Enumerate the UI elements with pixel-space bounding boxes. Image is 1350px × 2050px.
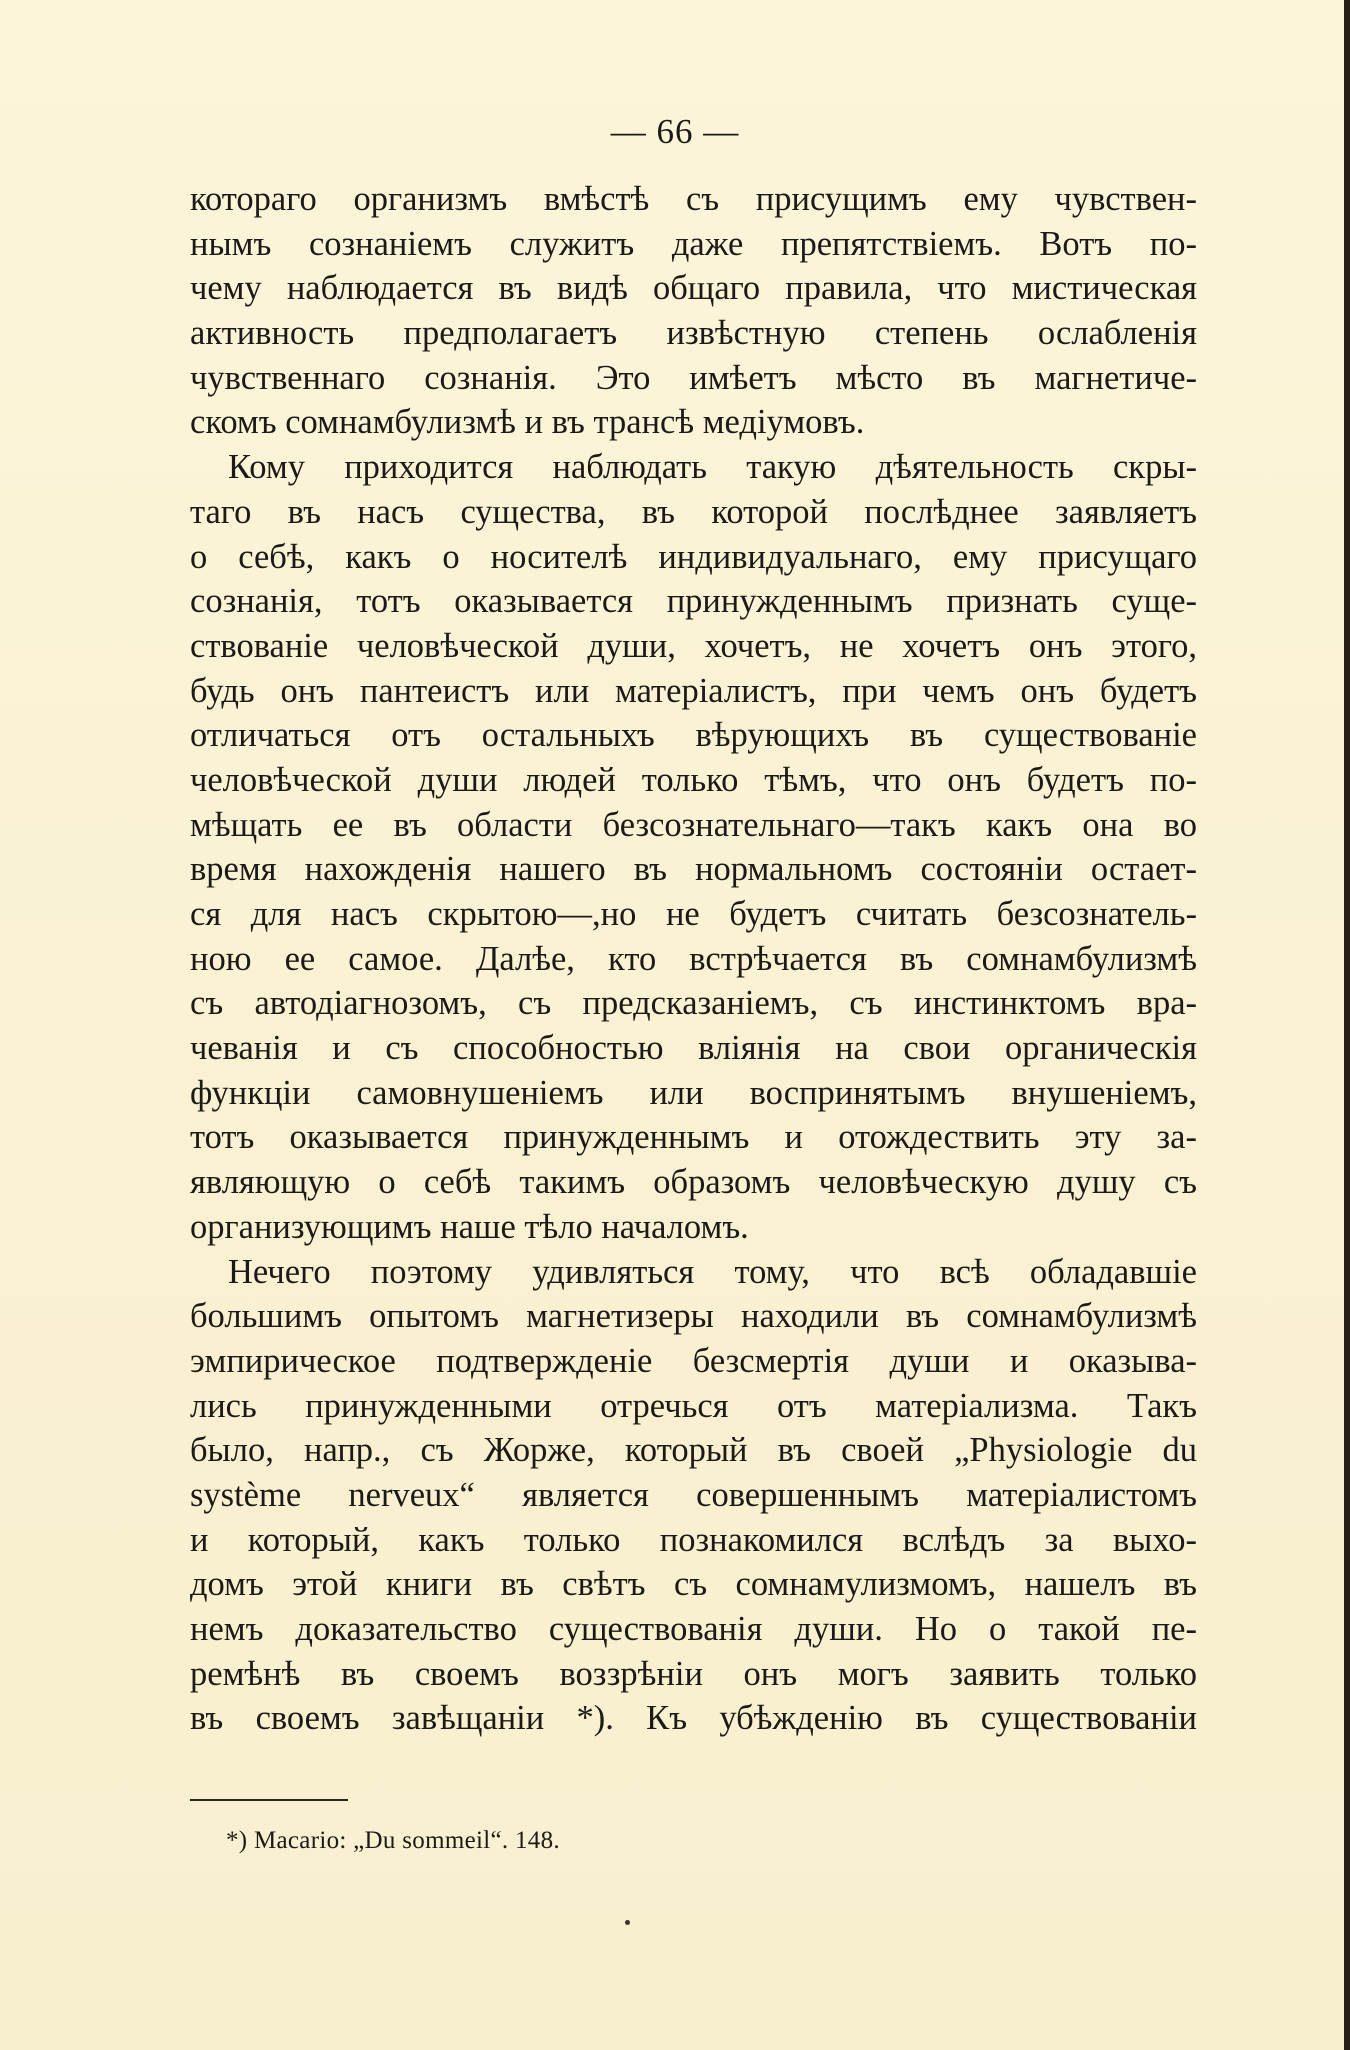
footnote-divider <box>190 1799 348 1801</box>
text-line: большимъ опытомъ магнетизеры находили въ сомнамбулизмѣ <box>190 1297 1197 1336</box>
footnote: *) Macario: „Du sommeil“. 148. <box>226 1827 560 1854</box>
text-line: о себѣ, какъ о носителѣ индивидуальнаго, ему присущаго <box>190 537 1197 576</box>
text-line: домъ этой книги въ свѣтъ съ сомнамулизмомъ, нашелъ въ <box>190 1565 1197 1604</box>
text-line: таго въ насъ существа, въ которой послѣднее заявляетъ <box>190 492 1197 531</box>
text-line: скомъ сомнамбулизмѣ и въ трансѣ медіумовъ. <box>190 403 865 442</box>
text-line: отличаться отъ остальныхъ вѣрующихъ въ существованіе <box>190 716 1197 755</box>
text-line: Нечего поэтому удивляться тому, что всѣ обладавшіе <box>228 1252 1197 1291</box>
text-line: ствованіе человѣческой души, хочетъ, не хочетъ онъ этого, <box>190 626 1197 665</box>
text-line: тотъ оказывается принужденнымъ и отождествить эту за- <box>190 1118 1197 1157</box>
text-line: съ автодіагнозомъ, съ предсказаніемъ, съ инстинктомъ вра- <box>190 984 1197 1023</box>
text-line: организующимъ наше тѣло началомъ. <box>190 1207 749 1246</box>
text-line: лись принужденными отречься отъ матеріализма. Такъ <box>190 1386 1197 1425</box>
text-line: ною ее самое. Далѣе, кто встрѣчается въ сомнамбулизмѣ <box>190 939 1197 978</box>
text-line: ремѣнѣ въ своемъ воззрѣніи онъ могъ заявить только <box>190 1654 1197 1693</box>
text-line: système nerveux“ является совершеннымъ матеріалистомъ <box>190 1475 1197 1514</box>
text-line: сознанія, тотъ оказывается принужденнымъ признать суще- <box>190 582 1197 621</box>
text-line: нымъ сознаніемъ служитъ даже препятствіемъ. Вотъ по- <box>190 224 1197 263</box>
text-line: будь онъ пантеистъ или матеріалистъ, при чемъ онъ будетъ <box>190 671 1197 710</box>
text-line: чувственнаго сознанія. Это имѣетъ мѣсто въ магнетиче- <box>190 358 1197 397</box>
text-line: въ своемъ завѣщаніи *). Къ убѣжденію въ существованіи <box>190 1699 1197 1738</box>
text-line: время нахожденія нашего въ нормальномъ состояніи остает- <box>190 850 1197 889</box>
text-line: функціи самовнушеніемъ или воспринятымъ внушеніемъ, <box>190 1073 1197 1112</box>
text-line: эмпирическое подтвержденіе безсмертія души и оказыва- <box>190 1341 1197 1380</box>
body-text <box>190 177 1197 1741</box>
text-line: активность предполагаетъ извѣстную степень ослабленія <box>190 314 1197 353</box>
text-line: немъ доказательство существованія души. Но о такой пе- <box>190 1610 1197 1648</box>
text-line: человѣческой души людей только тѣмъ, что онъ будетъ по- <box>190 760 1197 799</box>
print-speck <box>625 1920 630 1925</box>
page-number: — 66 — <box>610 112 740 151</box>
text-line: Кому приходится наблюдать такую дѣятельность скры- <box>228 448 1197 487</box>
text-line: было, напр., съ Жорже, который въ своей „Physiologie du <box>190 1431 1197 1470</box>
text-line: котораго организмъ вмѣстѣ съ присущимъ ему чувствен- <box>190 180 1197 218</box>
text-line: ся для насъ скрытою—,но не будетъ считать безсознатель- <box>190 895 1197 933</box>
text-line: чему наблюдается въ видѣ общаго правила, что мистическая <box>190 269 1197 308</box>
scan-edge <box>1344 0 1350 2050</box>
text-line: и который, какъ только познакомился вслѣдъ за выхо- <box>190 1520 1197 1559</box>
text-line: мѣщать ее въ области безсознательнаго—такъ какъ она во <box>190 805 1197 844</box>
text-line: чеванія и съ способностью вліянія на свои органическія <box>190 1029 1197 1068</box>
text-line: являющую о себѣ такимъ образомъ человѣческую душу съ <box>190 1163 1197 1202</box>
